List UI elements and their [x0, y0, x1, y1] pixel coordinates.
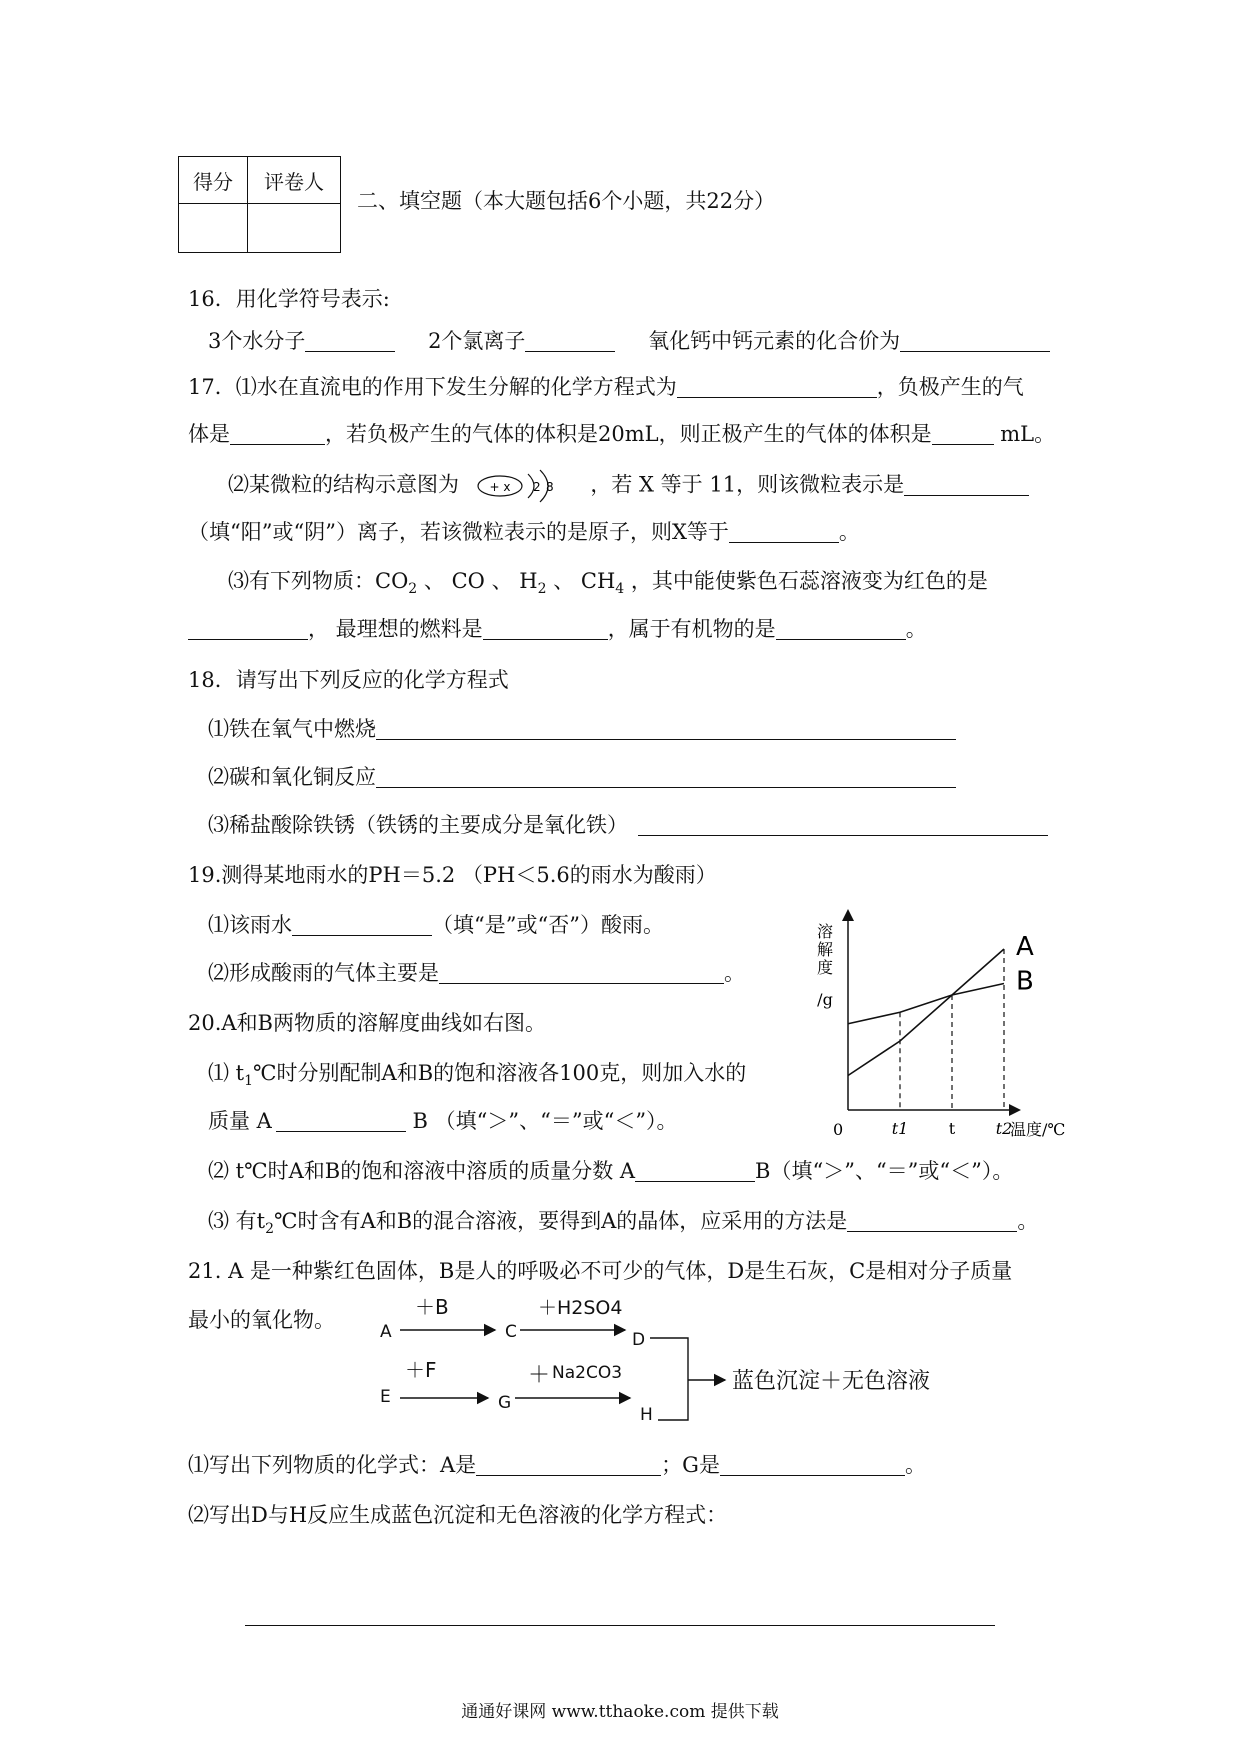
q21-a-end: 。: [904, 1453, 926, 1477]
q17-volume-blank[interactable]: [932, 422, 994, 445]
q16-c-blank[interactable]: [900, 329, 1050, 352]
q17-p2-line2: [188, 517, 860, 547]
score-header: 得分: [179, 157, 248, 204]
q16-a-label: 3个水分子: [208, 329, 306, 353]
flow-plus-H2SO4: ＋H2SO4: [538, 1297, 623, 1319]
sub-1: 1: [244, 1073, 254, 1090]
flow-A: A: [380, 1322, 392, 1342]
q20-p1-l1b: ℃时分别配制A和B的饱和溶液各100克，则加入水的: [253, 1061, 747, 1085]
q17-p2-l1b: ，若 X 等于 11，则该微粒表示是: [590, 472, 905, 497]
q17-litmus-blank[interactable]: [188, 617, 308, 640]
q17-p3-l2c: 。: [905, 617, 927, 641]
grader-header: 评卷人: [248, 157, 341, 204]
q21-a-label: ⑴写出下列物质的化学式：A是: [188, 1453, 477, 1477]
q19-b-label: ⑵形成酸雨的气体主要是: [208, 961, 439, 985]
atom-shell1-label: 2: [532, 480, 541, 494]
q20-p1-line1: [208, 1058, 746, 1088]
q18-c-label: ⑶稀盐酸除铁锈（铁锈的主要成分是氧化铁）: [208, 813, 628, 837]
q17-p3-line2: [188, 614, 927, 644]
q18-b-label: ⑵碳和氧化铜反应: [208, 765, 376, 789]
q17-p3-h2: H: [519, 569, 538, 593]
page-footer: 通通好课网 www.tthaoke.com 提供下载: [461, 1702, 779, 1722]
q19-b-end: 。: [724, 961, 745, 985]
q21-line2: 最小的氧化物。: [188, 1308, 335, 1332]
series-label-A: A: [1016, 932, 1034, 962]
q17-p2-l2b: 。: [838, 520, 860, 544]
ylabel-char-3: 度: [816, 958, 834, 977]
q20-p1-line2: [208, 1106, 678, 1136]
sub-2: 2: [265, 1221, 275, 1238]
q21-A-blank[interactable]: [476, 1453, 661, 1476]
q16-b-label: 2个氯离子: [428, 329, 526, 353]
q19-a-label: ⑴该雨水: [208, 913, 292, 937]
q18-b-line: [208, 762, 956, 792]
q17-p1-line1: [188, 372, 1024, 402]
sub-2: 2: [408, 581, 418, 598]
sub-2: 2: [537, 581, 547, 598]
q18-a-blank[interactable]: [376, 717, 956, 740]
tick-label-t1: t1: [891, 1119, 909, 1138]
q18-b-blank[interactable]: [376, 765, 956, 788]
q17-p2-line1: [228, 468, 1029, 504]
tick-label-t: t: [948, 1119, 956, 1138]
q20-p2-hint: B（填“＞”、“＝”或“＜”）。: [755, 1159, 1014, 1183]
q17-gas-blank[interactable]: [230, 422, 325, 445]
q20-p2-label: ⑵ t℃时A和B的饱和溶液中溶质的质量分数 A: [208, 1159, 636, 1183]
q17-p3-ch4: CH: [580, 569, 616, 593]
sub-4: 4: [615, 581, 625, 598]
q20-p2-line: [208, 1156, 1013, 1186]
q20-p3-a: ⑶ 有t: [208, 1209, 266, 1233]
flow-D: D: [632, 1330, 646, 1350]
q18-a-line: [208, 714, 956, 744]
q17-p1-text-end: ，负极产生的气: [876, 375, 1024, 399]
atom-nucleus-label: + x: [489, 480, 511, 494]
series-label-B: B: [1016, 966, 1034, 997]
atom-shell2-label: 8: [545, 480, 554, 494]
q21-b-line: ⑵写出D与H反应生成蓝色沉淀和无色溶液的化学方程式：: [188, 1503, 728, 1527]
q17-p3-co2: ⑶有下列物质：CO: [228, 569, 409, 593]
q20-stem: 20.A和B两物质的溶解度曲线如右图。: [188, 1011, 546, 1035]
flow-H: H: [640, 1405, 653, 1425]
q17-fuel-blank[interactable]: [483, 617, 608, 640]
flow-result: 蓝色沉淀＋无色溶液: [732, 1369, 931, 1394]
score-cell[interactable]: [179, 204, 248, 253]
flow-plus: ＋: [528, 1363, 551, 1388]
sep: 、: [553, 569, 575, 593]
q17-p3-l2a: ， 最理想的燃料是: [308, 617, 483, 641]
q17-p1-l2b: ，若负极产生的气体的体积是20mL，则正极产生的气体的体积是: [325, 422, 932, 446]
series-line-A: [848, 949, 1004, 1076]
ylabel-char-2: 解: [816, 940, 834, 959]
q18-a-label: ⑴铁在氧气中燃烧: [208, 717, 376, 741]
chart-marks: [848, 932, 1034, 1138]
q19-a-line: [208, 910, 664, 940]
q20-p3-blank[interactable]: [847, 1209, 1017, 1232]
q19-a-hint: （填“是”或“否”）酸雨。: [432, 913, 664, 937]
flow-C: C: [505, 1322, 517, 1342]
q20-p2-blank[interactable]: [635, 1159, 755, 1182]
q17-p1-l2c: mL。: [1000, 422, 1056, 446]
q17-organic-blank[interactable]: [776, 617, 906, 640]
flow-G: G: [498, 1393, 512, 1413]
q20-p1-blank[interactable]: [276, 1109, 406, 1132]
q20-p3-b: ℃时含有A和B的混合溶液，要得到A的晶体，应采用的方法是: [274, 1209, 848, 1233]
q17-p3-l2b: ，属于有机物的是: [607, 617, 776, 641]
sep: 、: [491, 569, 513, 593]
q16-b-blank[interactable]: [525, 329, 615, 352]
flow-plus-B: ＋B: [415, 1295, 449, 1319]
tick-label-t2: t2: [995, 1119, 1013, 1138]
ylabel-unit: /g: [817, 990, 833, 1009]
q21-g-label: ；G是: [661, 1453, 720, 1477]
xlabel: 温度/℃: [1010, 1120, 1066, 1139]
origin-label: 0: [833, 1120, 844, 1139]
q17-p3-l1e: ，其中能使紫色石蕊溶液变为红色的是: [630, 569, 988, 593]
q17-x-blank[interactable]: [729, 520, 839, 543]
q19-b-line: [208, 958, 745, 988]
solubility-chart: [805, 905, 1105, 1145]
q21-G-blank[interactable]: [720, 1453, 905, 1476]
q20-p1-l2b: B （填“＞”、“＝”或“＜”）。: [412, 1109, 678, 1133]
atom-structure-diagram: [470, 468, 580, 504]
q16-a-blank[interactable]: [305, 329, 395, 352]
q17-p2-l2a: （填“阳”或“阴”）离子，若该微粒表示的是原子，则X等于: [188, 520, 729, 544]
flow-E: E: [380, 1387, 391, 1407]
q20-p3-end: 。: [1017, 1209, 1039, 1233]
q20-p3-line: [208, 1206, 1038, 1236]
score-table: [178, 156, 341, 253]
q20-p1-l1a: ⑴ t: [208, 1061, 245, 1085]
q21-a-line: [188, 1450, 926, 1480]
q16-line: [208, 326, 1050, 356]
q17-p1-l2a: 体是: [188, 422, 230, 446]
ylabel-char-1: 溶: [816, 922, 834, 941]
q16-stem: 16．用化学符号表示:: [188, 287, 390, 311]
q16-c-label: 氧化钙中钙元素的化合价为: [648, 329, 901, 353]
q18-c-line: [208, 810, 1048, 840]
q21-line1: 21. A 是一种紫红色固体，B是人的呼吸必不可少的气体，D是生石灰，C是相对分子质量: [188, 1259, 1013, 1283]
q17-p3-line1: [228, 566, 988, 596]
q20-p1-l2a: 质量 A: [208, 1109, 272, 1133]
reaction-flow-diagram: [370, 1290, 970, 1435]
q19-b-blank[interactable]: [439, 961, 724, 984]
section-title: 二、填空题（本大题包括6个小题，共22分）: [357, 189, 776, 213]
q17-ion-blank[interactable]: [904, 473, 1029, 496]
q17-p1-line2: [188, 419, 1055, 449]
grader-cell[interactable]: [248, 204, 341, 253]
sep: 、: [423, 569, 445, 593]
q17-p1-text: 17．⑴水在直流电的作用下发生分解的化学方程式为: [188, 375, 677, 399]
flow-Na2CO3: Na2CO3: [552, 1363, 623, 1383]
q19-a-blank[interactable]: [292, 913, 432, 936]
q21-answer-line[interactable]: [245, 1625, 995, 1626]
q19-stem: 19.测得某地雨水的PH＝5.2 （PH＜5.6的雨水为酸雨）: [188, 863, 717, 887]
q18-stem: 18．请写出下列反应的化学方程式: [188, 668, 509, 692]
q18-c-blank[interactable]: [638, 813, 1048, 836]
flow-plus-F: ＋F: [405, 1358, 437, 1382]
q17-p3-co: CO: [451, 569, 485, 593]
q17-equation-blank[interactable]: [677, 375, 877, 398]
q17-p2-l1a: ⑵某微粒的结构示意图为: [228, 472, 459, 497]
